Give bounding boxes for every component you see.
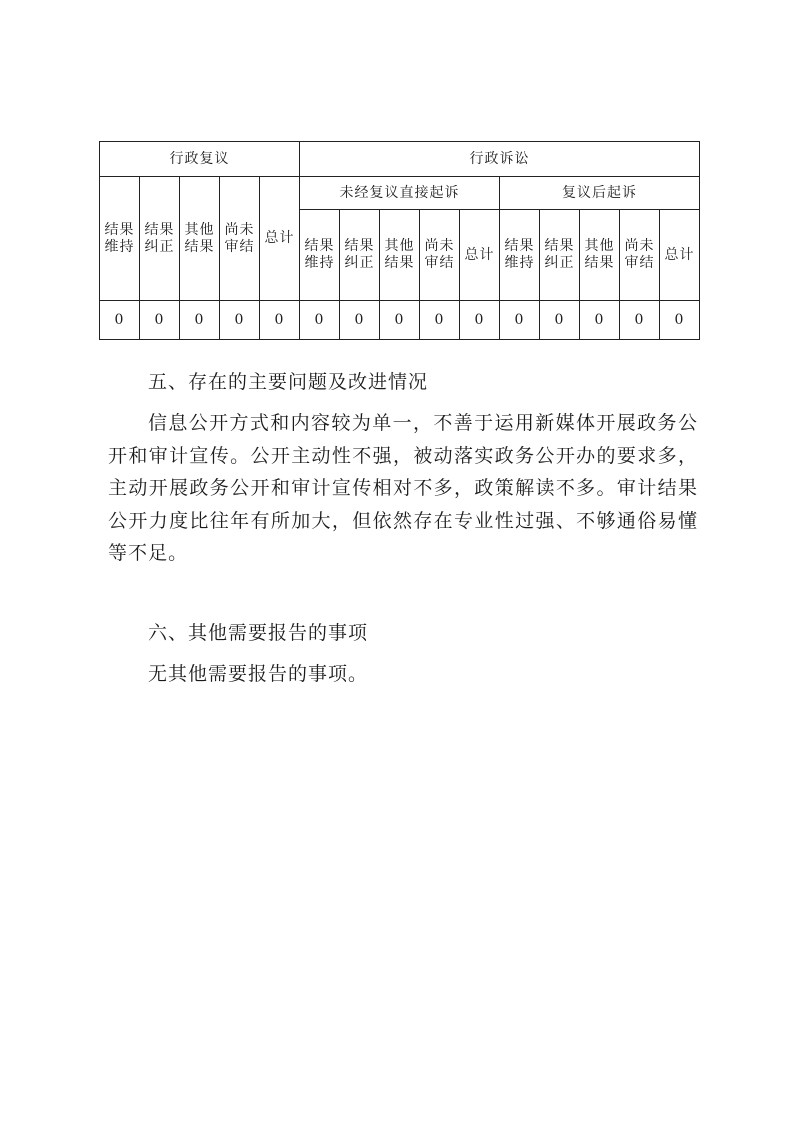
col-header: 结果维持 [500,210,540,301]
col-header: 结果纠正 [140,177,180,301]
col-header: 尚未审结 [220,177,260,301]
table-cell: 0 [620,301,660,340]
col-header: 尚未审结 [420,210,460,301]
table-cell: 0 [540,301,580,340]
table-cell: 0 [100,301,140,340]
col-header: 总计 [260,177,300,301]
table-cell: 0 [140,301,180,340]
table-cell: 0 [260,301,300,340]
section5-heading: 五、存在的主要问题及改进情况 [148,371,429,393]
col-header: 结果纠正 [540,210,580,301]
table-cell: 0 [580,301,620,340]
col-header: 其他结果 [580,210,620,301]
table-cell: 0 [220,301,260,340]
table-cell: 0 [420,301,460,340]
col-header: 结果纠正 [340,210,380,301]
table-cell: 0 [180,301,220,340]
col-header: 尚未审结 [620,210,660,301]
section5-body: 信息公开方式和内容较为单一，不善于运用新媒体开展政务公开和审计宣传。公开主动性不强，被动落实政务公开办的要求多，主动开展政务公开和审计宣传相对不多，政策解读不多。审计结果公开力度比往年有所加大，但依然存在专业性过强、不够通俗易懂等不足。 [108,412,698,564]
header-admin-litigation: 行政诉讼 [300,142,700,177]
section6-body: 无其他需要报告的事项。 [148,663,369,685]
col-header: 其他结果 [380,210,420,301]
header-admin-review: 行政复议 [100,142,300,177]
col-header: 总计 [660,210,700,301]
subheader-direct-litigation: 未经复议直接起诉 [300,177,500,210]
table-cell: 0 [460,301,500,340]
table-cell: 0 [380,301,420,340]
subheader-after-review: 复议后起诉 [500,177,700,210]
table-cell: 0 [340,301,380,340]
col-header: 其他结果 [180,177,220,301]
table-cell: 0 [300,301,340,340]
review-litigation-table [99,141,700,340]
table-cell: 0 [660,301,700,340]
table-cell: 0 [500,301,540,340]
col-header: 总计 [460,210,500,301]
col-header: 结果维持 [300,210,340,301]
col-header: 结果维持 [100,177,140,301]
section6-heading: 六、其他需要报告的事项 [148,622,369,644]
